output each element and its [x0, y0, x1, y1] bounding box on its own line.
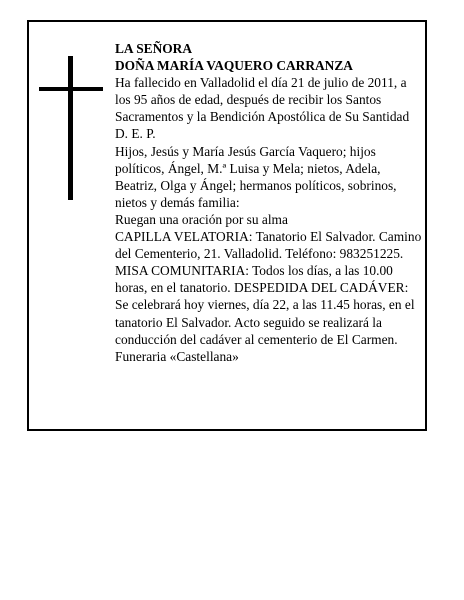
wake-location: CAPILLA VELATORIA: Tanatorio El Salvador. Camino del Cementerio, 21. Valladolid. Teléfono: 983251225. — [115, 229, 422, 262]
obituary-notice — [27, 20, 427, 431]
obituary-text — [115, 40, 423, 365]
deceased-name: DOÑA MARÍA VAQUERO CARRANZA — [115, 58, 353, 74]
cross-horizontal-bar — [39, 87, 103, 91]
cross-icon — [39, 56, 103, 200]
family-list: Hijos, Jesús y María Jesús García Vaquero; hijos políticos, Ángel, M.ª Luisa y Mela; nietos, Adela, Beatriz, Olga y Ángel; hermanos políticos, sobrinos, nietos y demás familia: — [115, 143, 397, 210]
cross-vertical-bar — [68, 56, 73, 200]
deceased-title: LA SEÑORA — [115, 41, 193, 56]
prayer-request: Ruegan una oración por su alma — [115, 211, 288, 227]
funeral-home: Funeraria «Castellana» — [115, 348, 239, 364]
death-announcement: Ha fallecido en Valladolid el día 21 de julio de 2011, a los 95 años de edad, después de recibir los Santos Sacramentos y la Bendición Apostólica de Su Santidad D. E. P. — [115, 75, 410, 142]
mass-and-funeral-details: MISA COMUNITARIA: Todos los días, a las 10.00 horas, en el tanatorio. DESPEDIDA DEL CADÁVER: Se celebrará hoy viernes, día 22, a las 11.45 horas, en el tanatorio El Salvador. Acto seguido se realizará la conducción del cadáver al cementerio de El Carmen. — [115, 263, 415, 347]
